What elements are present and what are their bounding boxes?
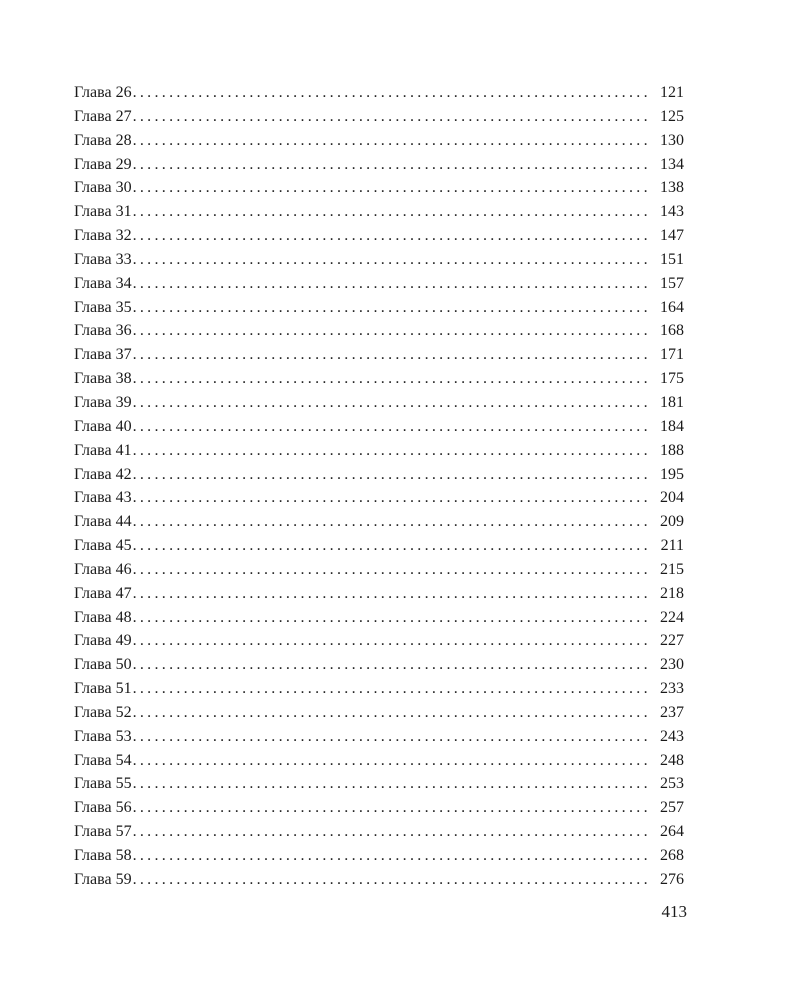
toc-entry-page: 264: [660, 823, 684, 841]
toc-entry: [74, 677, 684, 701]
toc-entry: [74, 749, 684, 773]
toc-entry: [74, 224, 684, 248]
toc-dot-leader: [133, 820, 650, 844]
toc-entry: [74, 796, 684, 820]
toc-dot-leader: [133, 224, 650, 248]
toc-dot-leader: [133, 200, 650, 224]
toc-entry: [74, 129, 684, 153]
toc-entry: [74, 701, 684, 725]
toc-dot-leader: [133, 439, 650, 463]
toc-entry-page: 151: [660, 250, 684, 268]
toc-dot-leader: [133, 105, 650, 129]
toc-entry-label: Глава 26: [74, 84, 132, 101]
toc-entry-page: 164: [660, 298, 684, 316]
toc-dot-leader: [133, 415, 650, 439]
toc-entry-page: 188: [660, 441, 684, 459]
toc-entry: [74, 463, 684, 487]
toc-entry-label: Глава 34: [74, 274, 132, 292]
toc-entry-label: Глава 36: [74, 322, 132, 340]
toc-entry-label: Глава 32: [74, 227, 132, 245]
toc-entry-page: 248: [660, 751, 684, 769]
toc-dot-leader: [133, 463, 650, 487]
toc-dot-leader: [133, 701, 650, 725]
toc-dot-leader: [133, 486, 650, 510]
toc-dot-leader: [133, 606, 650, 630]
toc-entry: [74, 248, 684, 272]
toc-entry: [74, 367, 684, 391]
toc-entry: [74, 510, 684, 534]
toc-entry-label: Глава 57: [74, 823, 132, 841]
toc-dot-leader: [133, 677, 650, 701]
toc-entry: [74, 868, 684, 892]
toc-entry: [74, 415, 684, 439]
toc-entry-page: 195: [660, 465, 684, 483]
toc-entry-page: 143: [660, 203, 684, 221]
toc-dot-leader: [133, 558, 650, 582]
toc-entry-label: Глава 48: [74, 608, 132, 626]
toc-entry-label: Глава 27: [74, 107, 132, 125]
toc-entry-page: 157: [660, 274, 684, 292]
toc-entry: [74, 582, 684, 606]
toc-entry-label: Глава 31: [74, 203, 132, 221]
toc-entry-label: Глава 42: [74, 465, 132, 483]
toc-entry-page: 243: [660, 727, 684, 745]
toc-entry-page: 257: [660, 799, 684, 817]
toc-entry-label: Глава 41: [74, 441, 132, 459]
toc-entry-label: Глава 28: [74, 131, 132, 149]
toc-entry: [74, 558, 684, 582]
toc-entry-label: Глава 35: [74, 298, 132, 316]
toc-entry-page: 276: [660, 870, 684, 888]
toc-entry-label: Глава 51: [74, 680, 132, 698]
toc-dot-leader: [133, 153, 650, 177]
toc-entry-page: 171: [660, 346, 684, 364]
toc-entry: [74, 439, 684, 463]
toc-entry-page: 215: [660, 560, 684, 578]
toc-dot-leader: [133, 749, 650, 773]
toc-entry-page: 125: [660, 107, 684, 125]
toc-entry: [74, 820, 684, 844]
toc-entry-label: Глава 30: [74, 179, 132, 197]
toc-entry-label: Глава 43: [74, 489, 132, 507]
toc-entry-page: 168: [660, 322, 684, 340]
toc-dot-leader: [133, 367, 650, 391]
toc-dot-leader: [133, 582, 650, 606]
toc-dot-leader: [133, 391, 650, 415]
toc-entry-label: Глава 54: [74, 751, 132, 769]
toc-dot-leader: [133, 272, 650, 296]
toc-entry-label: Глава 49: [74, 632, 132, 650]
toc-entry-page: 224: [660, 608, 684, 626]
toc-entry: [74, 653, 684, 677]
toc-dot-leader: [133, 534, 650, 558]
toc-entry-label: Глава 45: [74, 537, 132, 555]
toc-entry-label: Глава 39: [74, 393, 132, 411]
toc-entry: [74, 200, 684, 224]
toc-dot-leader: [133, 129, 650, 153]
toc-entry-label: Глава 37: [74, 346, 132, 364]
toc-entry-page: 230: [660, 656, 684, 674]
toc-dot-leader: [133, 176, 650, 200]
toc-entry-label: Глава 59: [74, 870, 132, 888]
toc-entry: [74, 629, 684, 653]
toc-entry: [74, 319, 684, 343]
toc-entry: [74, 606, 684, 630]
toc-entry-label: Глава 53: [74, 727, 132, 745]
toc-entry-page: 227: [660, 632, 684, 650]
toc-entry-page: 138: [660, 179, 684, 197]
toc-entry: [74, 391, 684, 415]
toc-dot-leader: [133, 868, 650, 892]
toc-entry-page: 218: [660, 584, 684, 602]
toc-dot-leader: [133, 319, 650, 343]
toc-entry: [74, 105, 684, 129]
toc-dot-leader: [133, 248, 650, 272]
toc-entry: [74, 176, 684, 200]
toc-entry-page: 134: [660, 155, 684, 173]
toc-dot-leader: [133, 844, 650, 868]
toc-dot-leader: [133, 772, 650, 796]
toc-dot-leader: [133, 653, 650, 677]
toc-entry-label: Глава 38: [74, 370, 132, 388]
toc-entry-label: Глава 50: [74, 656, 132, 674]
toc-entry-page: 121: [660, 84, 684, 101]
toc-entry-page: 268: [660, 847, 684, 864]
toc-entry-label: Глава 58: [74, 847, 132, 864]
table-of-contents: [74, 81, 684, 892]
toc-entry-label: Глава 56: [74, 799, 132, 817]
toc-entry-page: 184: [660, 417, 684, 435]
toc-dot-leader: [133, 796, 650, 820]
toc-entry: [74, 772, 684, 796]
toc-entry: [74, 844, 684, 868]
toc-dot-leader: [133, 629, 650, 653]
toc-dot-leader: [133, 510, 650, 534]
toc-entry-label: Глава 33: [74, 250, 132, 268]
page-number: 413: [661, 902, 687, 921]
toc-entry-page: 209: [660, 513, 684, 531]
toc-entry-page: 204: [660, 489, 684, 507]
toc-entry-page: 130: [660, 131, 684, 149]
toc-entry: [74, 272, 684, 296]
toc-entry: [74, 81, 684, 105]
toc-entry-label: Глава 40: [74, 417, 132, 435]
toc-dot-leader: [133, 343, 650, 367]
toc-entry-page: 147: [660, 227, 684, 245]
toc-dot-leader: [133, 81, 650, 105]
toc-entry: [74, 725, 684, 749]
toc-entry-label: Глава 44: [74, 513, 132, 531]
toc-entry: [74, 296, 684, 320]
toc-entry-label: Глава 55: [74, 775, 132, 793]
toc-entry-label: Глава 47: [74, 584, 132, 602]
toc-dot-leader: [133, 725, 650, 749]
toc-dot-leader: [133, 296, 650, 320]
toc-entry: [74, 534, 684, 558]
toc-entry: [74, 153, 684, 177]
toc-entry-page: 175: [660, 370, 684, 388]
toc-entry-label: Глава 52: [74, 703, 132, 721]
toc-entry-page: 211: [660, 537, 684, 555]
toc-entry-page: 233: [660, 680, 684, 698]
toc-entry-page: 253: [660, 775, 684, 793]
toc-entry: [74, 486, 684, 510]
toc-entry-label: Глава 46: [74, 560, 132, 578]
toc-entry: [74, 343, 684, 367]
toc-entry-label: Глава 29: [74, 155, 132, 173]
toc-entry-page: 181: [660, 393, 684, 411]
toc-entry-page: 237: [660, 703, 684, 721]
